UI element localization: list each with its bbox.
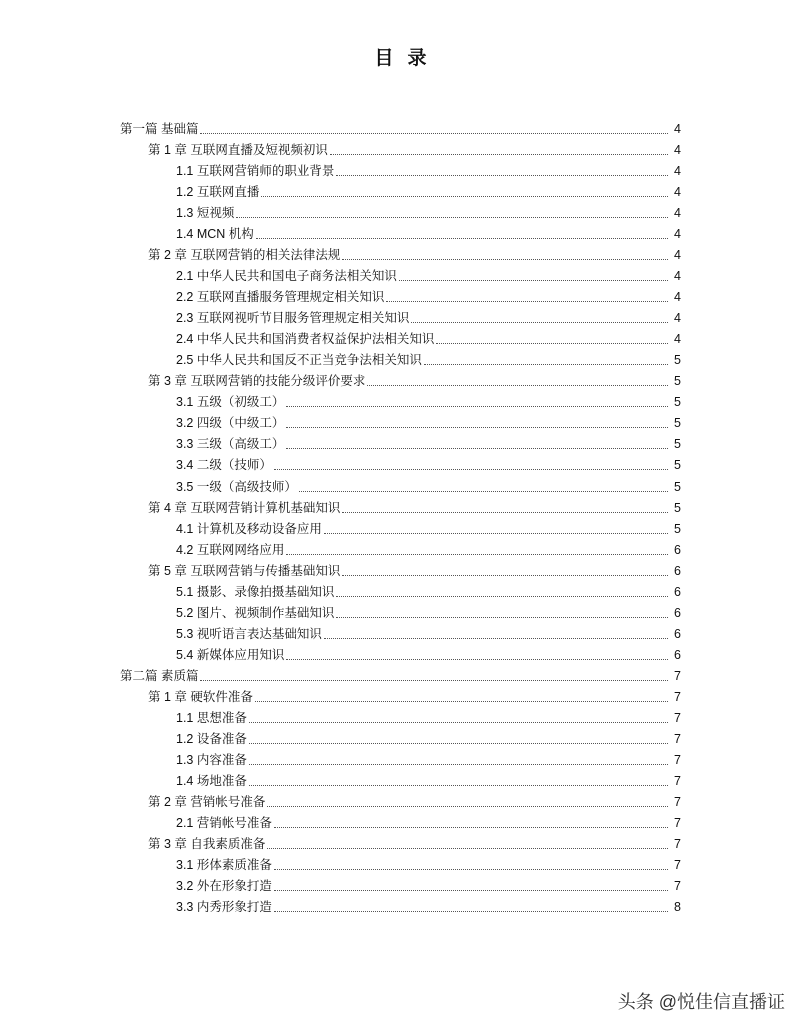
toc-page-number: 6 [674, 605, 681, 620]
toc-entry-title: 4.1 计算机及移动设备应用 [176, 521, 322, 536]
dot-leader [274, 890, 668, 891]
dot-leader [324, 638, 668, 639]
dot-leader [236, 217, 668, 218]
dot-leader [336, 175, 668, 176]
toc-entry-title: 2.1 中华人民共和国电子商务法相关知识 [176, 269, 397, 284]
dot-leader [200, 133, 668, 134]
toc-chapter[interactable] [148, 371, 681, 391]
toc-page-number: 4 [674, 164, 681, 179]
toc-page-number: 5 [674, 500, 681, 515]
toc-section[interactable] [176, 771, 681, 791]
dot-leader [274, 469, 668, 470]
toc-section[interactable] [176, 350, 681, 370]
toc-page-number: 4 [674, 122, 681, 136]
toc-entry-title: 3.1 形体素质准备 [176, 858, 272, 873]
toc-entry-title: 5.1 摄影、录像拍摄基础知识 [176, 584, 335, 599]
dot-leader [286, 406, 668, 407]
toc-section[interactable] [176, 708, 681, 728]
dot-leader [267, 848, 668, 849]
toc-section[interactable] [176, 329, 681, 349]
toc-section[interactable] [176, 477, 681, 497]
toc-entry-title: 1.1 思想准备 [176, 710, 247, 725]
toc-page-number: 4 [674, 185, 681, 200]
toc-entry-title: 1.3 短视频 [176, 206, 235, 221]
toc-page-number: 5 [674, 458, 681, 473]
dot-leader [274, 869, 668, 870]
toc-entry-title: 第 2 章 营销帐号准备 [148, 794, 266, 809]
toc-entry-title: 4.2 互联网网络应用 [176, 542, 285, 557]
toc-section[interactable] [176, 413, 681, 433]
dot-leader [330, 154, 668, 155]
toc-section[interactable] [176, 729, 681, 749]
toc-section[interactable] [176, 161, 681, 181]
dot-leader [336, 596, 668, 597]
toc-entry-title: 第 1 章 互联网直播及短视频初识 [148, 143, 328, 158]
toc-entry-title: 3.3 三级（高级工） [176, 437, 285, 452]
toc-entry-title: 5.2 图片、视频制作基础知识 [176, 605, 335, 620]
toc-page-number: 4 [674, 332, 681, 347]
dot-leader [249, 722, 668, 723]
toc-section[interactable] [176, 876, 681, 896]
toc-section[interactable] [176, 308, 681, 328]
toc-page-number: 6 [674, 542, 681, 557]
dot-leader [274, 911, 668, 912]
dot-leader [249, 785, 668, 786]
toc-section[interactable] [176, 645, 681, 665]
toc-section[interactable] [176, 813, 681, 833]
toc-entry-title: 3.4 二级（技师） [176, 458, 272, 473]
toc-section[interactable] [176, 455, 681, 475]
toc-page-number: 5 [674, 374, 681, 389]
toc-entry-title: 第一篇 基础篇 [120, 122, 199, 136]
toc-section[interactable] [176, 434, 681, 454]
dot-leader [436, 343, 668, 344]
page-title: 目录 [374, 48, 441, 69]
toc-entry-title: 第 3 章 自我素质准备 [148, 837, 266, 852]
toc-entry-title: 第 4 章 互联网营销计算机基础知识 [148, 500, 341, 515]
toc-page-number: 6 [674, 647, 681, 662]
dot-leader [286, 427, 668, 428]
toc-entry-title: 3.1 五级（初级工） [176, 395, 285, 410]
dot-leader [286, 659, 668, 660]
dot-leader [249, 743, 668, 744]
toc-section[interactable] [176, 519, 681, 539]
toc-entry-title: 1.2 互联网直播 [176, 185, 260, 200]
watermark: 头条 @悦佳信直播证 [617, 992, 785, 1012]
toc-page-number: 4 [674, 269, 681, 284]
toc-entry-title: 1.4 MCN 机构 [176, 227, 254, 242]
toc-section[interactable] [176, 897, 681, 917]
dot-leader [256, 238, 668, 239]
dot-leader [299, 491, 668, 492]
dot-leader [386, 301, 668, 302]
toc-page-number: 7 [674, 858, 681, 873]
toc-page-number: 5 [674, 395, 681, 410]
dot-leader [342, 512, 668, 513]
toc-entry-title: 2.2 互联网直播服务管理规定相关知识 [176, 290, 385, 305]
toc-entry-title: 第二篇 素质篇 [120, 668, 199, 683]
dot-leader [324, 533, 668, 534]
toc-section[interactable] [176, 392, 681, 412]
toc-entry-title: 第 1 章 硬软件准备 [148, 689, 253, 704]
dot-leader [286, 448, 668, 449]
toc-page-number: 4 [674, 290, 681, 305]
toc-entry-title: 第 5 章 互联网营销与传播基础知识 [148, 563, 341, 578]
toc-chapter[interactable] [148, 561, 681, 581]
dot-leader [200, 680, 668, 681]
toc-page-number: 7 [674, 879, 681, 894]
toc-page-number: 4 [674, 206, 681, 221]
toc-page-number: 7 [674, 752, 681, 767]
dot-leader [249, 764, 668, 765]
toc-page-number: 5 [674, 353, 681, 368]
toc-page-number: 7 [674, 731, 681, 746]
toc-page-number: 4 [674, 143, 681, 158]
dot-leader [367, 385, 668, 386]
toc-section[interactable] [176, 266, 681, 286]
toc-entry-title: 1.3 内容准备 [176, 752, 247, 767]
dot-leader [255, 701, 668, 702]
toc-page-number: 8 [674, 900, 681, 915]
toc-page-number: 7 [674, 689, 681, 704]
toc-page-number: 7 [674, 794, 681, 809]
toc-page-number: 7 [674, 837, 681, 852]
toc-page-number: 7 [674, 710, 681, 725]
toc-page-number: 7 [674, 773, 681, 788]
toc-section[interactable] [176, 540, 681, 560]
toc-page-number: 4 [674, 248, 681, 263]
toc-entry-title: 2.1 营销帐号准备 [176, 815, 272, 830]
toc-section[interactable] [176, 203, 681, 223]
toc-section[interactable] [176, 182, 681, 202]
toc-section[interactable] [176, 582, 681, 602]
toc-part[interactable] [120, 119, 681, 139]
toc-page-number: 4 [674, 311, 681, 326]
dot-leader [336, 617, 668, 618]
toc-section[interactable] [176, 224, 681, 244]
toc-entry-title: 1.1 互联网营销师的职业背景 [176, 164, 335, 179]
toc-entry-title: 2.3 互联网视听节目服务管理规定相关知识 [176, 311, 410, 326]
toc-section[interactable] [176, 750, 681, 770]
toc-entry-title: 2.5 中华人民共和国反不正当竞争法相关知识 [176, 353, 422, 368]
dot-leader [342, 575, 668, 576]
dot-leader [274, 827, 668, 828]
toc-chapter[interactable] [148, 792, 681, 812]
toc-entry-title: 3.3 内秀形象打造 [176, 900, 272, 915]
toc-page-number: 4 [674, 227, 681, 242]
toc-section[interactable] [176, 287, 681, 307]
toc-page-number: 7 [674, 668, 681, 683]
dot-leader [399, 280, 668, 281]
toc-page-number: 5 [674, 479, 681, 494]
toc-page-number: 6 [674, 584, 681, 599]
toc-section[interactable] [176, 855, 681, 875]
dot-leader [286, 554, 668, 555]
toc-chapter[interactable] [148, 498, 681, 518]
toc-page-number: 5 [674, 521, 681, 536]
toc-entry-title: 第 3 章 互联网营销的技能分级评价要求 [148, 374, 366, 389]
dot-leader [342, 259, 668, 260]
toc-page-number: 6 [674, 563, 681, 578]
dot-leader [424, 364, 668, 365]
toc-chapter[interactable] [148, 140, 681, 160]
toc-page-number: 6 [674, 626, 681, 641]
toc-page-number: 7 [674, 815, 681, 830]
dot-leader [411, 322, 668, 323]
toc-section[interactable] [176, 603, 681, 623]
toc-entry-title: 1.2 设备准备 [176, 731, 247, 746]
toc-section[interactable] [176, 624, 681, 644]
toc-chapter[interactable] [148, 245, 681, 265]
toc-entry-title: 3.2 外在形象打造 [176, 879, 272, 894]
toc-page-number: 5 [674, 437, 681, 452]
toc-chapter[interactable] [148, 834, 681, 854]
toc-page-number: 5 [674, 416, 681, 431]
dot-leader [261, 196, 668, 197]
toc-entry-title: 2.4 中华人民共和国消费者权益保护法相关知识 [176, 332, 435, 347]
toc-chapter[interactable] [148, 687, 681, 707]
toc-entry-title: 5.4 新媒体应用知识 [176, 647, 285, 662]
toc-entry-title: 5.3 视听语言表达基础知识 [176, 626, 322, 641]
toc-entry-title: 3.2 四级（中级工） [176, 416, 285, 431]
toc-entry-title: 第 2 章 互联网营销的相关法律法规 [148, 248, 341, 263]
dot-leader [267, 806, 668, 807]
toc-entry-title: 1.4 场地准备 [176, 773, 247, 788]
toc-part[interactable] [120, 666, 681, 686]
toc-entry-title: 3.5 一级（高级技师） [176, 479, 297, 494]
